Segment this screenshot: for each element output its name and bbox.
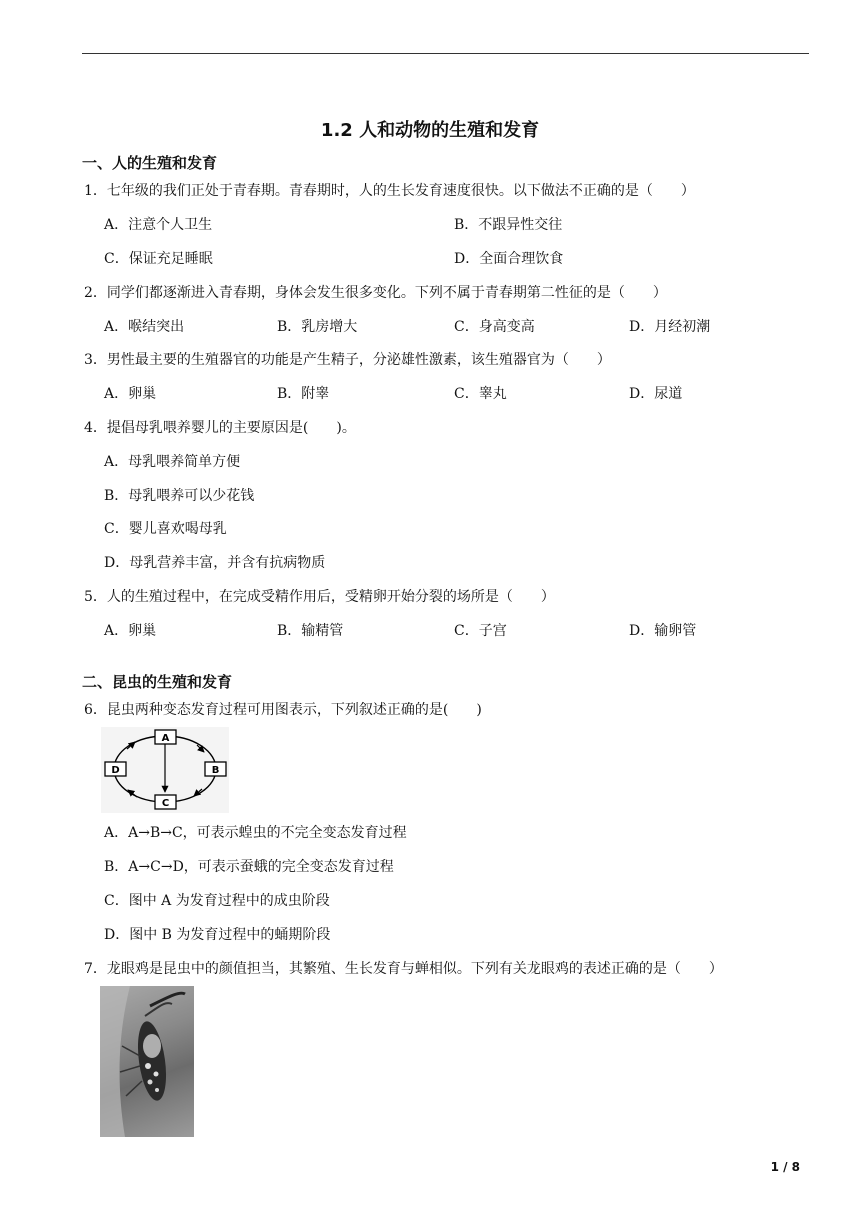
q5-option-d[interactable]: D．输卵管 — [629, 623, 697, 639]
diagram-node-a — [155, 730, 176, 744]
q2-option-a[interactable]: A．喉结突出 — [104, 319, 185, 335]
svg-text:A: A — [161, 733, 170, 744]
page-title: 1.2 人和动物的生殖和发育 — [320, 120, 540, 141]
q1-option-b[interactable]: B．不跟异性交往 — [454, 217, 563, 233]
svg-text:D: D — [111, 765, 120, 776]
section-heading-insect: 二、昆虫的生殖和发育 — [82, 673, 233, 691]
q3-option-b[interactable]: B．附睾 — [277, 386, 330, 402]
question-1: 1．七年级的我们正处于青春期。青春期时，人的生长发育速度很快。以下做法不正确的是（ ） — [84, 183, 695, 199]
q5-option-a[interactable]: A．卵巢 — [104, 623, 157, 639]
diagram-node-d — [105, 762, 126, 776]
q4-option-b[interactable]: B．母乳喂养可以少花钱 — [104, 488, 255, 504]
q1-option-d[interactable]: D．全面合理饮食 — [454, 251, 564, 267]
q3-option-d[interactable]: D．尿道 — [629, 386, 683, 402]
insect-metamorphosis-diagram — [101, 727, 229, 813]
q2-option-d[interactable]: D．月经初潮 — [629, 319, 711, 335]
svg-text:B: B — [211, 765, 220, 776]
question-5: 5．人的生殖过程中，在完成受精作用后，受精卵开始分裂的场所是（ ） — [84, 589, 555, 605]
q6-option-c[interactable]: C．图中 A 为发育过程中的成虫阶段 — [104, 893, 330, 909]
question-6: 6．昆虫两种变态发育过程可用图表示，下列叙述正确的是( ) — [84, 702, 482, 718]
q3-option-a[interactable]: A．卵巢 — [104, 386, 157, 402]
q6-option-a[interactable]: A．A→B→C，可表示蝗虫的不完全变态发育过程 — [104, 825, 407, 841]
header-rule — [82, 53, 809, 54]
question-2: 2．同学们都逐渐进入青春期，身体会发生很多变化。下列不属于青春期第二性征的是（ ） — [84, 285, 667, 301]
q5-option-b[interactable]: B．输精管 — [277, 623, 344, 639]
diagram-node-b — [205, 762, 226, 776]
page-number: 1 / 8 — [770, 1160, 800, 1174]
q6-option-b[interactable]: B．A→C→D，可表示蚕蛾的完全变态发育过程 — [104, 859, 394, 875]
q2-option-b[interactable]: B．乳房增大 — [277, 319, 358, 335]
section-heading-human: 一、人的生殖和发育 — [82, 154, 218, 172]
lanternfly-photo — [100, 986, 194, 1137]
question-4: 4．提倡母乳喂养婴儿的主要原因是( )。 — [84, 420, 356, 436]
svg-text:C: C — [161, 798, 170, 809]
q4-option-d[interactable]: D．母乳营养丰富，并含有抗病物质 — [104, 555, 326, 571]
q1-option-a[interactable]: A．注意个人卫生 — [104, 217, 213, 233]
question-3: 3．男性最主要的生殖器官的功能是产生精子，分泌雄性激素，该生殖器官为（ ） — [84, 352, 611, 368]
lanternfly-image — [100, 986, 194, 1137]
q2-option-c[interactable]: C．身高变高 — [454, 319, 535, 335]
q4-option-c[interactable]: C．婴儿喜欢喝母乳 — [104, 521, 227, 537]
q4-option-a[interactable]: A．母乳喂养简单方便 — [104, 454, 241, 470]
question-7: 7．龙眼鸡是昆虫中的颜值担当，其繁殖、生长发育与蝉相似。下列有关龙眼鸡的表述正确的是（ ） — [84, 961, 723, 977]
diagram-node-c — [155, 795, 176, 809]
q3-option-c[interactable]: C．睾丸 — [454, 386, 507, 402]
q1-option-c[interactable]: C．保证充足睡眠 — [104, 251, 213, 267]
q5-option-c[interactable]: C．子宫 — [454, 623, 507, 639]
q6-option-d[interactable]: D．图中 B 为发育过程中的蛹期阶段 — [104, 927, 331, 943]
